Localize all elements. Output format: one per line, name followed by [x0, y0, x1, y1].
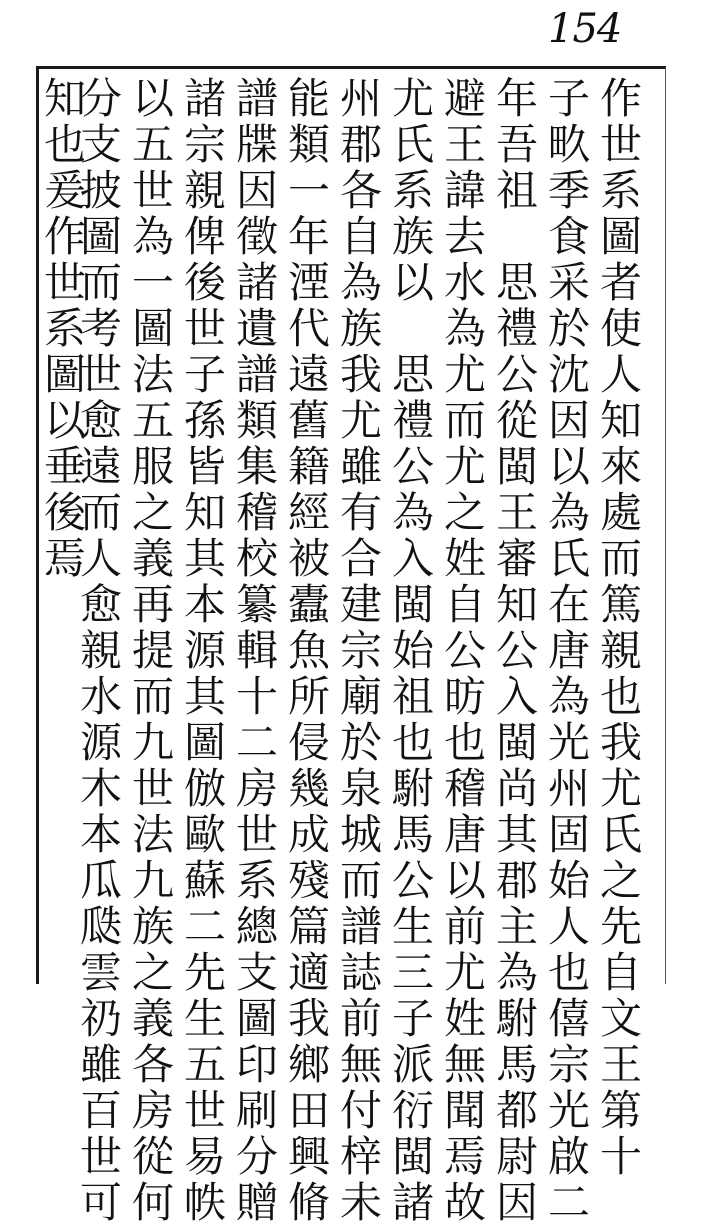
text-column-11: 分支披圖而考世愈遠而人愈親水源木本瓜瓞雲礽雖百世可	[74, 76, 123, 1226]
text-column-3: 年吾祖 思禮公從閩王審知公入閩尚其郡主為駙馬都尉因	[490, 76, 539, 1226]
text-column-2: 子畂季食采於沈因以為氏在唐為光州固始人也僖宗光啟二	[542, 76, 591, 1226]
text-column-5: 尤氏系族以 思禮公為入閩始祖也駙馬公生三子派衍閩諸	[386, 76, 435, 1226]
text-column-1: 作世系圖者使人知來處而篤親也我尤氏之先自文王第十	[594, 76, 643, 1180]
text-column-12: 知也爰作世系圖以垂後焉	[38, 76, 87, 582]
text-column-4: 避王諱去水為尤而尤之姓自公昉也稽唐以前尤姓無聞焉故	[438, 76, 487, 1226]
text-column-6: 州郡各自為族我尤雖有合建宗廟於泉城而譜誌前無付梓未	[334, 76, 383, 1226]
page-number: 154	[548, 6, 622, 52]
text-column-9: 諸宗親俾後世子孫皆知其本源其圖倣歐蘇二先生五世易帙	[178, 76, 227, 1226]
text-column-7: 能類一年湮代遠舊籍經被蠹魚所侵幾成殘篇適我鄉田興脩	[282, 76, 331, 1226]
text-column-10: 以五世為一圖法五服之義再提而九世法九族之義各房從何	[126, 76, 175, 1226]
text-column-8: 譜牒因徵諸遺譜類集稽校纂輯十二房世系總支圖印刷分贈	[230, 76, 279, 1226]
